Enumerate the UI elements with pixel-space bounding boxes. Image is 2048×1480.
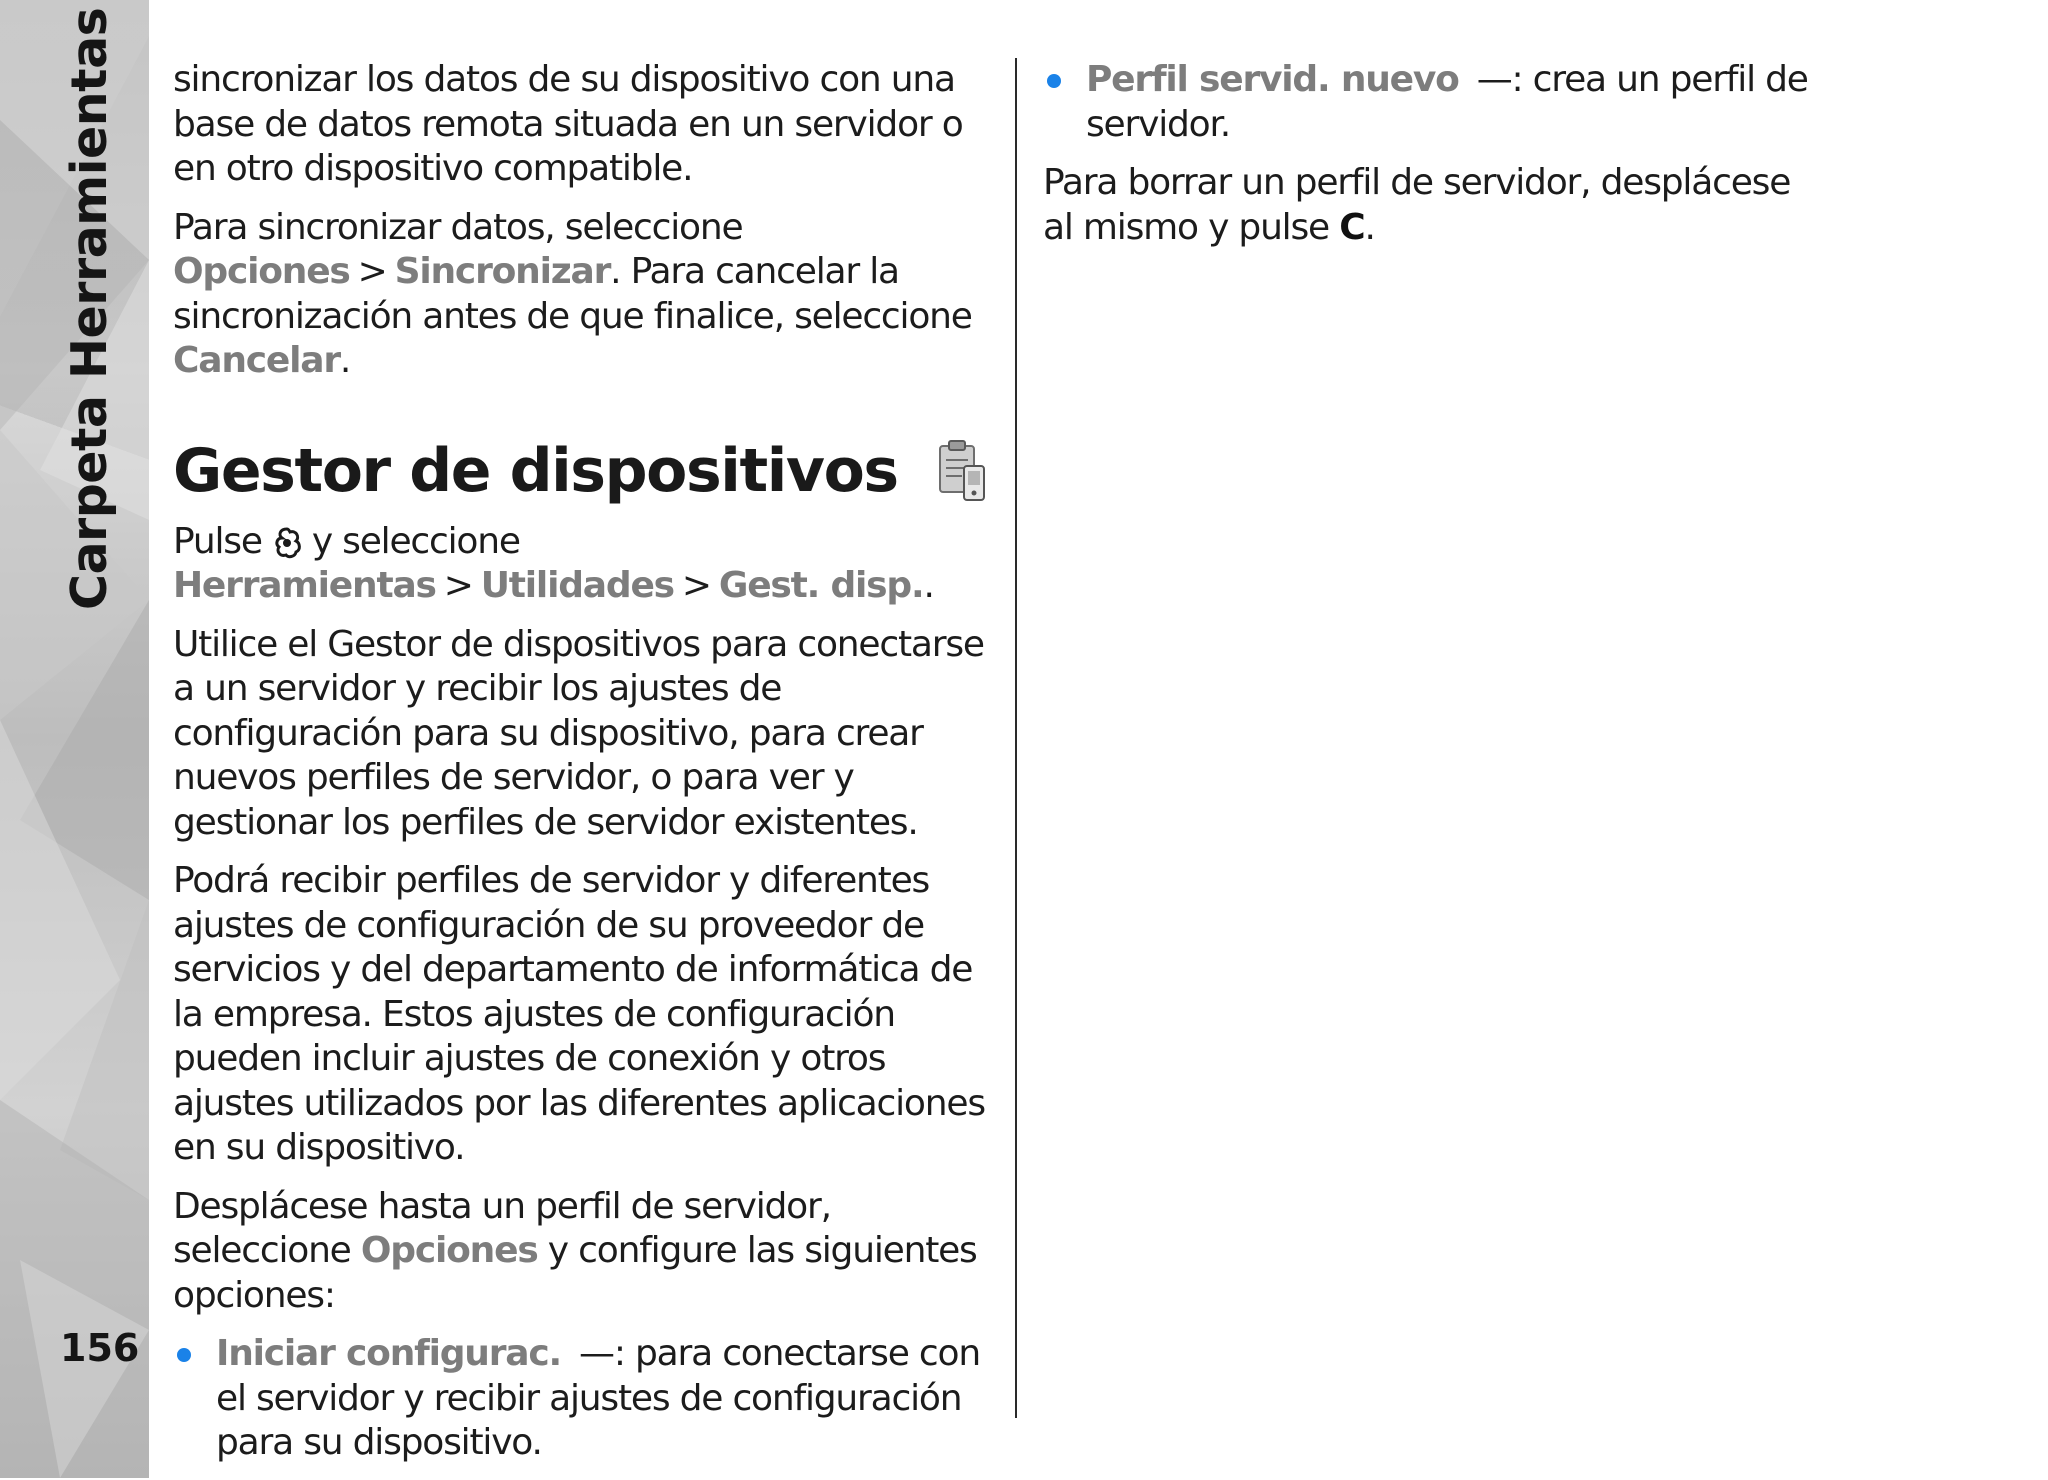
dash: — [1476,59,1512,100]
page-number: 156 [60,1326,140,1370]
text: Pulse [173,520,262,562]
list-item-iniciar-configurac [173,1332,1008,1466]
text: y configure las siguientes opciones: [173,1230,977,1316]
text: Para sincronizar datos, seleccione [173,206,743,248]
paragraph-profiles: Podrá recibir perfiles de servidor y diferentes ajustes de configuración de su proveedor de servicios y del departamento de informática de la empresa. Estos ajustes de configuración pueden incluir ajustes de conexión y otros ajustes utilizados por las diferentes aplicaciones en su dispositivo. [173,860,985,1168]
text: . [339,340,351,381]
paragraph-usage: Utilice el Gestor de dispositivos para conectarse a un servidor y recibir los ajustes de configuración para su dispositivo, para crear nuevos perfiles de servidor, o para ver y gestionar los perfiles de servidor existentes. [173,623,984,843]
menu-option-cancelar: Cancelar [173,340,340,381]
paragraph-navigation [173,520,1008,609]
text: Para borrar un perfil de servidor, desplácese al mismo y pulse [1043,162,1791,248]
option-term: Iniciar configurac. [216,1333,561,1374]
menu-separator: > [681,565,711,606]
menu-separator: > [357,251,387,292]
left-column [173,58,1008,1480]
menu-option-opciones: Opciones [360,1230,538,1271]
dash: — [579,1333,614,1374]
right-column [1043,58,1823,264]
menu-option-gest-disp: Gest. disp. [718,565,924,606]
paragraph-delete-profile [1043,161,1823,250]
text: . [1364,206,1375,248]
option-list [1043,58,1823,147]
paragraph-sync-instructions [173,206,1008,384]
menu-separator: > [443,565,473,606]
heading-text: Gestor de dispositivos [173,435,898,506]
paragraph-options [173,1185,1008,1319]
text: . Para cancelar la sincronización antes de que finalice, seleccione [173,251,972,337]
key-c: C [1339,206,1365,248]
option-description: : crea un perfil de servidor. [1086,59,1808,145]
text: y seleccione [311,520,520,562]
menu-option-utilidades: Utilidades [480,565,674,606]
menu-option-herramientas: Herramientas [173,565,436,606]
text: . [923,565,934,606]
section-sidebar [0,0,149,1478]
menu-option-sincronizar: Sincronizar [394,251,611,292]
option-term: Perfil servid. nuevo [1086,59,1459,100]
bullet-icon [177,1348,191,1362]
list-item-perfil-servid-nuevo [1043,58,1823,147]
bullet-icon [1047,74,1061,88]
section-title: Carpeta Herramientas [61,7,118,610]
section-heading [173,436,1008,506]
column-divider [1015,58,1017,1418]
paragraph-sync-intro: sincronizar los datos de su dispositivo con una base de datos remota situada en un servidor o en otro dispositivo compatible. [173,59,963,189]
menu-key-icon [272,527,302,559]
option-description: : para conectarse con el servidor y recibir ajustes de configuración para su dispositivo. [216,1333,980,1463]
option-list [173,1332,1008,1466]
text: Desplácese hasta un perfil de servidor, seleccione [173,1185,831,1271]
menu-option-opciones: Opciones [173,251,350,292]
device-manager-icon [936,436,990,506]
